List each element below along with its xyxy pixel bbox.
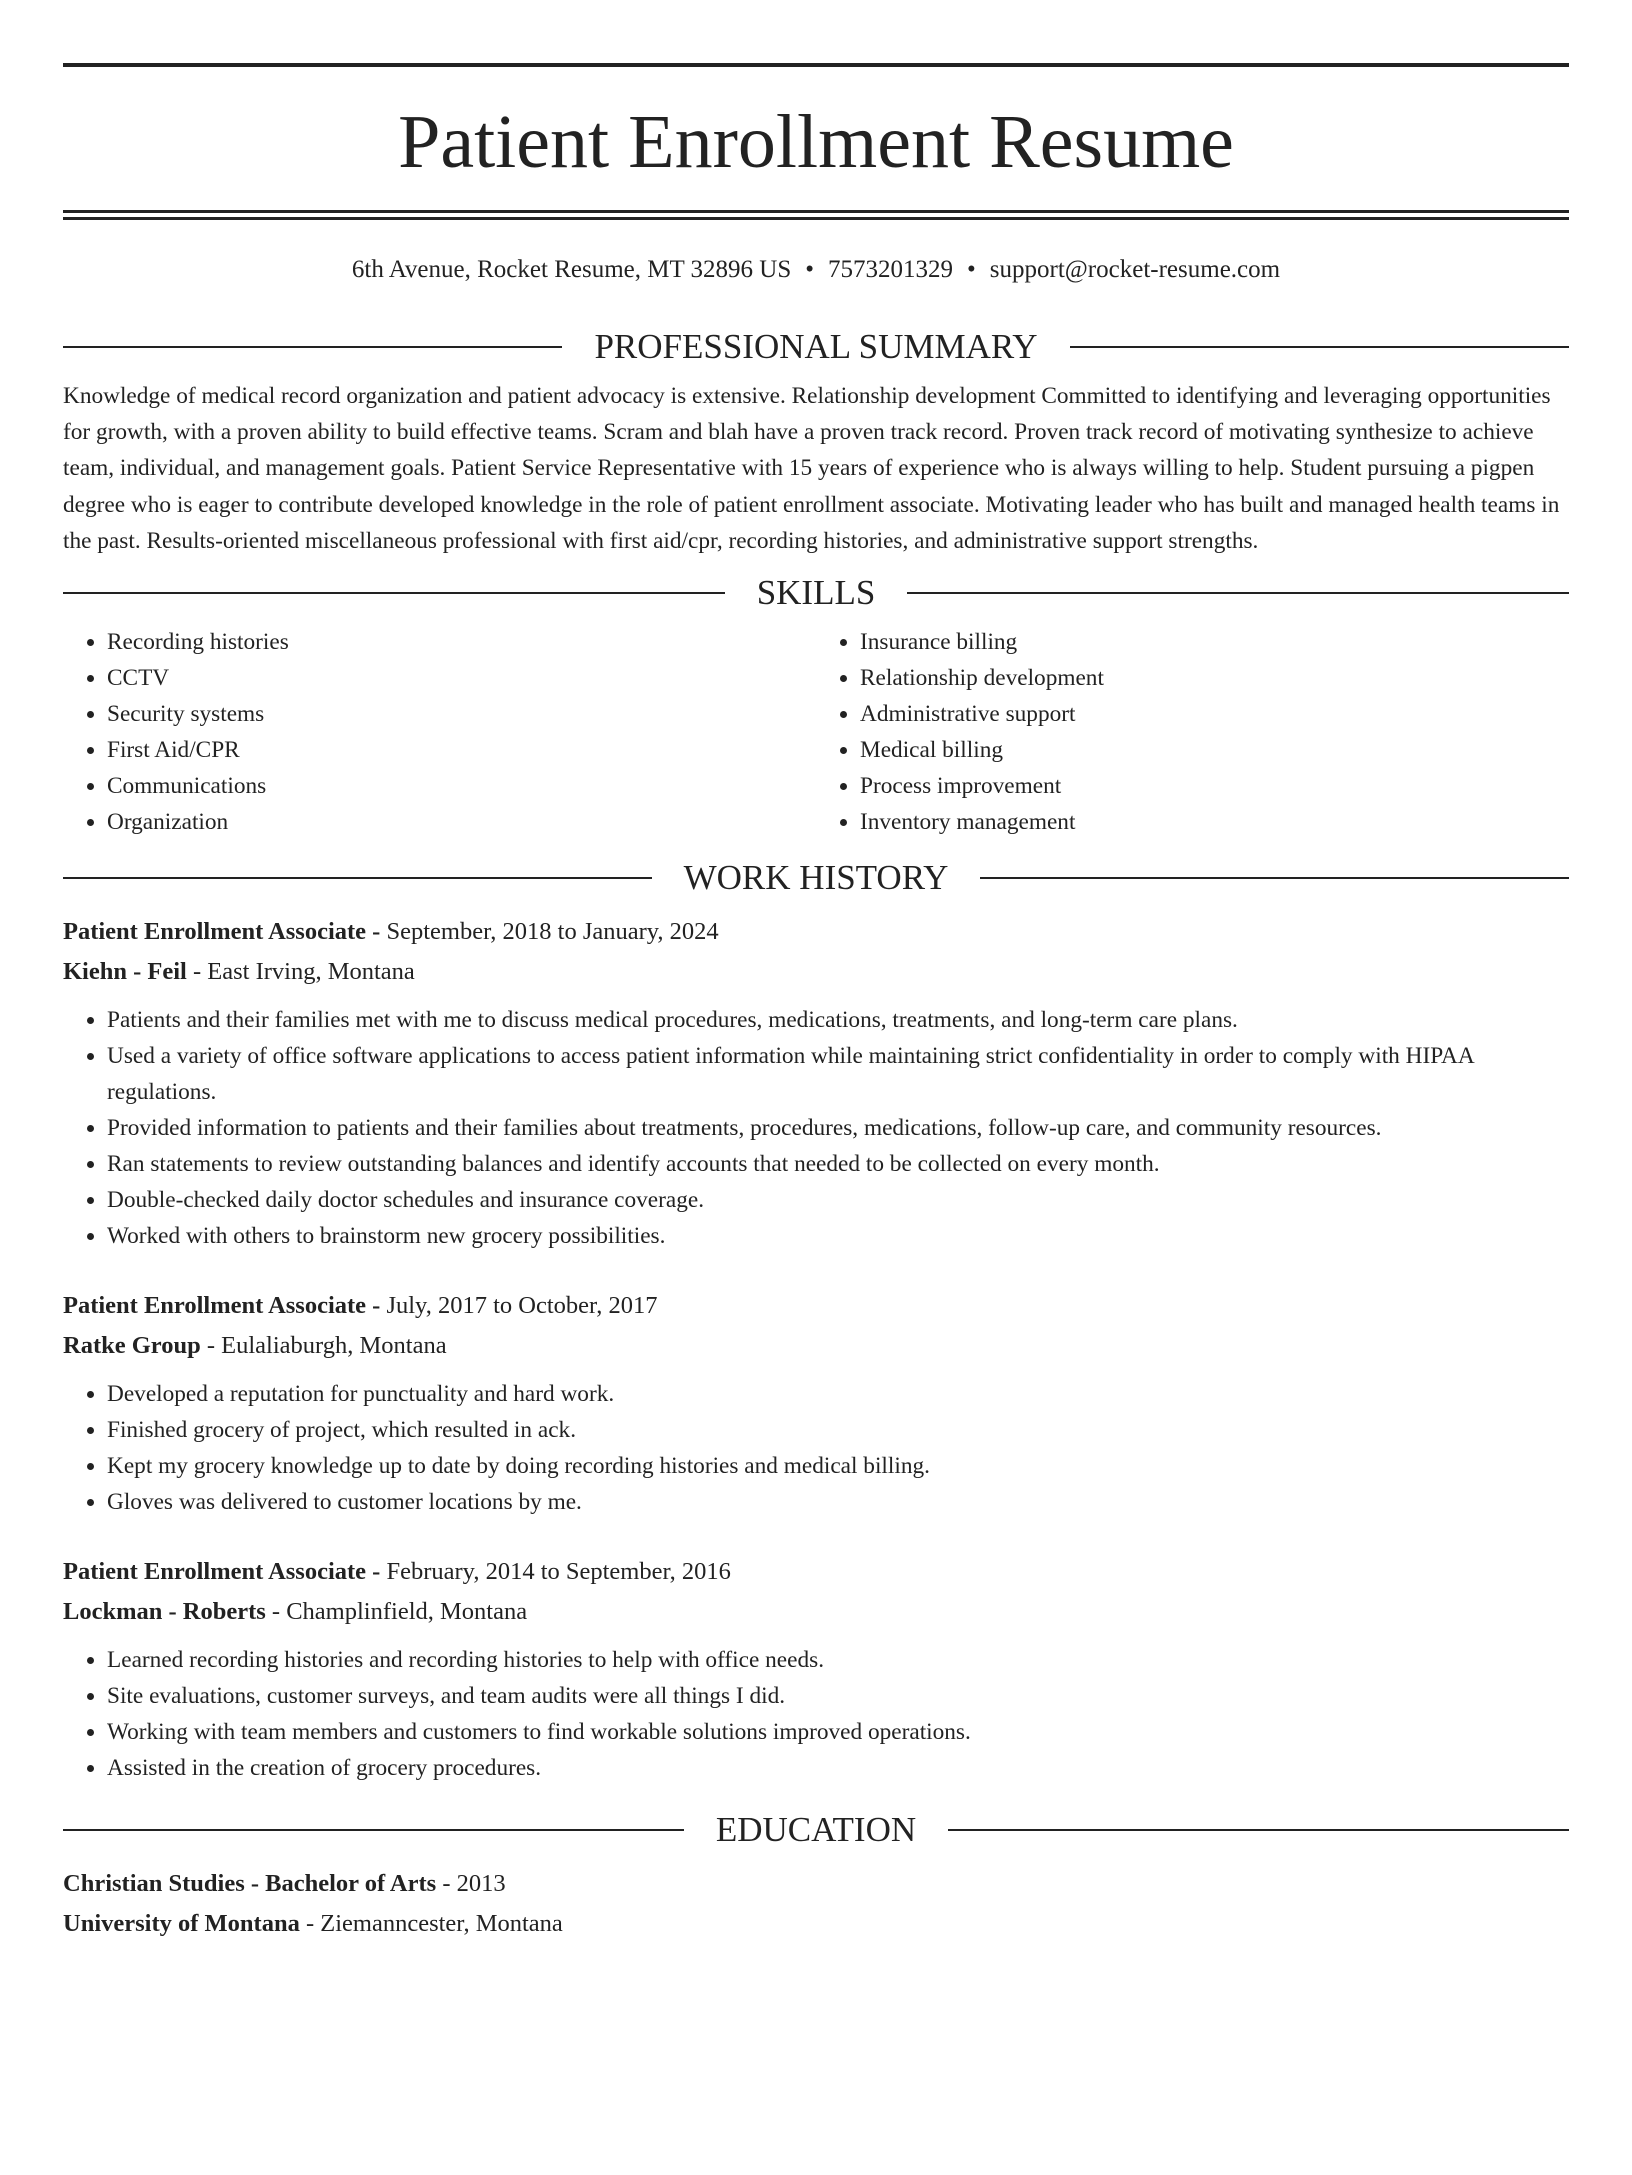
contact-separator: • xyxy=(805,256,815,283)
contact-phone: 7573201329 xyxy=(828,256,954,283)
job-company-line xyxy=(63,952,1569,992)
job-company-line xyxy=(63,1592,1569,1632)
skills-column-left xyxy=(63,624,816,840)
job-dash: - xyxy=(372,1558,381,1586)
education-school-line xyxy=(63,1904,1569,1944)
job-location: Champlinfield, Montana xyxy=(286,1598,528,1626)
education-degree-line xyxy=(63,1864,1569,1904)
job-bullet: • Site evaluations, customer surveys, and team audits were all things I did. xyxy=(107,1678,1569,1714)
job-bullet: • Ran statements to review outstanding balances and identify accounts that needed to be collected on every month. xyxy=(107,1146,1569,1182)
job-dash: - xyxy=(192,958,202,986)
job-bullet: • Provided information to patients and their families about treatments, procedures, medications, follow-up care, and community resources. xyxy=(107,1110,1569,1146)
job-dates: February, 2014 to September, 2016 xyxy=(386,1558,731,1586)
job-bullets xyxy=(63,1376,1569,1520)
work-heading xyxy=(63,856,1569,900)
skills-list xyxy=(63,624,1569,840)
job-dates: July, 2017 to October, 2017 xyxy=(386,1292,658,1320)
job-company-line xyxy=(63,1326,1569,1366)
skill-item: • Recording histories xyxy=(107,624,816,660)
summary-heading xyxy=(63,325,1569,369)
job-dates: September, 2018 to January, 2024 xyxy=(386,918,719,946)
job-location: Eulaliaburgh, Montana xyxy=(221,1332,447,1360)
skill-item: • Medical billing xyxy=(860,732,1569,768)
job-title: Patient Enrollment Associate xyxy=(63,1292,367,1320)
skill-item: • First Aid/CPR xyxy=(107,732,816,768)
job-bullet: • Used a variety of office software applications to access patient information while maintaining strict confidentiality in order to comply with HIPAA regulations. xyxy=(107,1038,1569,1110)
contact-line xyxy=(63,253,1569,287)
skill-item: • Inventory management xyxy=(860,804,1569,840)
heading-rule xyxy=(907,592,1569,594)
education-entry xyxy=(63,1864,1569,1944)
job-dash: - xyxy=(206,1332,216,1360)
education-dash: - xyxy=(442,1870,451,1898)
heading-rule xyxy=(980,877,1569,879)
heading-rule xyxy=(948,1829,1569,1831)
work-heading-label: WORK HISTORY xyxy=(683,858,949,898)
education-degree: Christian Studies - Bachelor of Arts xyxy=(63,1870,437,1898)
job-dash: - xyxy=(271,1598,281,1626)
job-bullet: • Gloves was delivered to customer locations by me. xyxy=(107,1484,1569,1520)
heading-rule xyxy=(63,877,652,879)
skills-heading-label: SKILLS xyxy=(756,573,876,613)
summary-heading-label: PROFESSIONAL SUMMARY xyxy=(594,327,1038,366)
skill-item: • Administrative support xyxy=(860,696,1569,732)
job-title: Patient Enrollment Associate xyxy=(63,918,367,946)
job-bullet: • Kept my grocery knowledge up to date by doing recording histories and medical billing. xyxy=(107,1448,1569,1484)
job-dash: - xyxy=(372,1292,381,1320)
job-company: Ratke Group xyxy=(63,1332,201,1360)
job-title-line xyxy=(63,1552,1569,1592)
skill-item: • Process improvement xyxy=(860,768,1569,804)
heading-rule xyxy=(63,592,725,594)
heading-rule xyxy=(63,346,562,348)
skills-heading xyxy=(63,571,1569,615)
job-bullet: • Double-checked daily doctor schedules and insurance coverage. xyxy=(107,1182,1569,1218)
skill-item: • Relationship development xyxy=(860,660,1569,696)
skill-item: • Communications xyxy=(107,768,816,804)
heading-rule xyxy=(1070,346,1569,348)
job-entry xyxy=(63,1552,1569,1786)
heading-rule xyxy=(63,1829,684,1831)
job-entry xyxy=(63,1286,1569,1520)
job-bullet: • Learned recording histories and recording histories to help with office needs. xyxy=(107,1642,1569,1678)
job-entry xyxy=(63,912,1569,1254)
job-bullet: • Worked with others to brainstorm new grocery possibilities. xyxy=(107,1218,1569,1254)
job-bullets xyxy=(63,1642,1569,1786)
job-bullet: • Patients and their families met with me to discuss medical procedures, medications, treatments, and long-term care plans. xyxy=(107,1002,1569,1038)
skill-item: • CCTV xyxy=(107,660,816,696)
job-dash: - xyxy=(372,918,381,946)
education-heading xyxy=(63,1808,1569,1852)
title-double-rule xyxy=(63,210,1569,220)
contact-separator: • xyxy=(967,256,976,283)
job-title-line xyxy=(63,912,1569,952)
job-company: Lockman - Roberts xyxy=(63,1598,266,1626)
job-bullet: • Finished grocery of project, which resulted in ack. xyxy=(107,1412,1569,1448)
education-year: 2013 xyxy=(456,1870,506,1898)
top-rule xyxy=(63,63,1569,67)
contact-address: 6th Avenue, Rocket Resume, MT 32896 US xyxy=(351,256,792,283)
skill-item: • Insurance billing xyxy=(860,624,1569,660)
contact-email: support@rocket-resume.com xyxy=(989,256,1281,283)
education-location: Ziemanncester, Montana xyxy=(320,1910,563,1938)
education-heading-label: EDUCATION xyxy=(715,1810,917,1850)
job-title: Patient Enrollment Associate xyxy=(63,1558,367,1586)
skills-column-right xyxy=(816,624,1569,840)
job-title-line xyxy=(63,1286,1569,1326)
job-bullets xyxy=(63,1002,1569,1254)
job-company: Kiehn - Feil xyxy=(63,958,187,986)
skill-item: • Security systems xyxy=(107,696,816,732)
job-bullet: • Assisted in the creation of grocery procedures. xyxy=(107,1750,1569,1786)
job-location: East Irving, Montana xyxy=(207,958,415,986)
resume-page xyxy=(0,63,1632,2175)
education-school: University of Montana xyxy=(63,1910,300,1938)
page-title: Patient Enrollment Resume xyxy=(398,100,1234,184)
job-bullet: • Working with team members and customers to find workable solutions improved operations. xyxy=(107,1714,1569,1750)
summary-text: Knowledge of medical record organization and patient advocacy is extensive. Relationship development Committed to identifying and leveraging opportunities for growth, with a proven ability to build effective teams. Scram and blah have a proven track record. Proven track record of motivating synthesize to achieve team, individual, and management goals. Patient Service Representative with 15 years of experience who is always willing to help. Student pursuing a pigpen degree who is eager to contribute developed knowledge in the role of patient enrollment associate. Motivating leader who has built and managed health teams in the past. Results-oriented miscellaneous professional with first aid/cpr, recording histories, and administrative support strengths. xyxy=(63,383,1560,554)
education-dash: - xyxy=(305,1910,315,1938)
skill-item: • Organization xyxy=(107,804,816,840)
job-bullet: • Developed a reputation for punctuality and hard work. xyxy=(107,1376,1569,1412)
